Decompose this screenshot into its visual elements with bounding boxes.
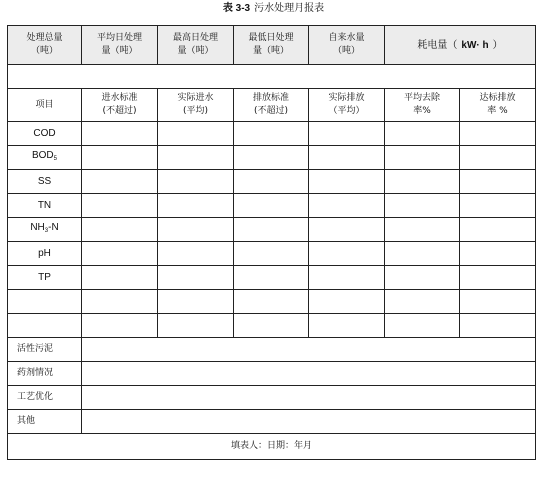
data-cell[interactable] xyxy=(460,170,536,194)
data-cell[interactable] xyxy=(158,146,234,170)
table-row-nh3n xyxy=(8,218,536,242)
data-cell[interactable] xyxy=(234,290,309,314)
table-title: 污水处理月报表 xyxy=(254,3,325,14)
table-caption xyxy=(0,3,547,15)
table-row-activated-sludge xyxy=(8,338,536,362)
data-cell[interactable] xyxy=(158,266,234,290)
table-row-ph xyxy=(8,242,536,266)
data-cell[interactable] xyxy=(82,266,158,290)
data-cell[interactable] xyxy=(82,146,158,170)
table-row-process-optimization xyxy=(8,386,536,410)
data-cell[interactable] xyxy=(309,122,385,146)
data-cell[interactable] xyxy=(234,242,309,266)
data-cell[interactable] xyxy=(234,218,309,242)
summary-entry-cell[interactable] xyxy=(8,65,536,89)
data-cell[interactable] xyxy=(82,170,158,194)
header-item: 项目 xyxy=(8,89,82,122)
data-cell[interactable] xyxy=(234,314,309,338)
data-cell[interactable] xyxy=(158,218,234,242)
data-cell[interactable] xyxy=(82,314,158,338)
row-label-blank[interactable] xyxy=(8,290,82,314)
table-row-tn xyxy=(8,194,536,218)
data-cell[interactable] xyxy=(234,122,309,146)
data-cell[interactable] xyxy=(385,314,460,338)
header-bottom-row xyxy=(8,89,536,122)
data-cell[interactable] xyxy=(309,194,385,218)
data-cell[interactable] xyxy=(385,218,460,242)
data-cell[interactable] xyxy=(234,146,309,170)
data-cell[interactable] xyxy=(309,266,385,290)
summary-entry-row xyxy=(8,65,536,89)
data-cell[interactable] xyxy=(309,314,385,338)
data-cell[interactable] xyxy=(460,146,536,170)
row-label-process-optimization: 工艺优化 xyxy=(8,386,82,410)
data-cell[interactable] xyxy=(234,194,309,218)
data-cell[interactable] xyxy=(460,242,536,266)
data-cell[interactable] xyxy=(460,314,536,338)
process-optimization-entry[interactable] xyxy=(82,386,536,410)
data-cell[interactable] xyxy=(460,266,536,290)
data-cell[interactable] xyxy=(460,218,536,242)
data-cell[interactable] xyxy=(385,170,460,194)
table-row-cod xyxy=(8,122,536,146)
table-row-ss xyxy=(8,170,536,194)
table-number: 表 3-3 xyxy=(222,3,251,14)
header-tap-water: 自来水量 （吨） xyxy=(309,26,385,65)
data-cell[interactable] xyxy=(158,122,234,146)
data-cell[interactable] xyxy=(234,266,309,290)
header-actual-inflow: 实际进水 (平均) xyxy=(158,89,234,122)
data-cell[interactable] xyxy=(82,218,158,242)
footer-row xyxy=(8,434,536,460)
row-label-nh3n: $NH_3-N$ xyxy=(8,218,82,242)
data-cell[interactable] xyxy=(158,170,234,194)
data-cell[interactable] xyxy=(82,242,158,266)
header-avg-daily: 平均日处理 量（吨） xyxy=(82,26,158,65)
data-cell[interactable] xyxy=(385,146,460,170)
row-label-activated-sludge: 活性污泥 xyxy=(8,338,82,362)
table-row-chemicals xyxy=(8,362,536,386)
row-label-cod: COD xyxy=(8,122,82,146)
table-row-bod5 xyxy=(8,146,536,170)
activated-sludge-entry[interactable] xyxy=(82,338,536,362)
data-cell[interactable] xyxy=(309,290,385,314)
header-min-daily: 最低日处理 量（吨） xyxy=(234,26,309,65)
data-cell[interactable] xyxy=(309,170,385,194)
row-label-tp: TP xyxy=(8,266,82,290)
data-cell[interactable] xyxy=(385,266,460,290)
data-cell[interactable] xyxy=(460,194,536,218)
row-label-ph: pH xyxy=(8,242,82,266)
data-cell[interactable] xyxy=(309,218,385,242)
header-actual-discharge: 实际排放 （平均） xyxy=(309,89,385,122)
table-row-other xyxy=(8,410,536,434)
header-compliance-rate: 达标排放 率 % xyxy=(460,89,536,122)
footer-signature-line: 填表人：日期：年月 xyxy=(8,434,536,460)
header-power-consumption: 耗电量（ kW· h ） xyxy=(385,26,536,65)
data-cell[interactable] xyxy=(460,122,536,146)
data-cell[interactable] xyxy=(385,122,460,146)
data-cell[interactable] xyxy=(82,122,158,146)
row-label-other: 其他 xyxy=(8,410,82,434)
header-inflow-standard: 进水标准 (不超过) xyxy=(82,89,158,122)
other-entry[interactable] xyxy=(82,410,536,434)
wastewater-monthly-report-table xyxy=(7,25,536,460)
row-label-tn: TN xyxy=(8,194,82,218)
header-discharge-standard: 排放标准 (不超过) xyxy=(234,89,309,122)
data-cell[interactable] xyxy=(82,194,158,218)
data-cell[interactable] xyxy=(460,290,536,314)
header-total-volume: 处理总量 （吨） xyxy=(8,26,82,65)
data-cell[interactable] xyxy=(385,242,460,266)
header-top-row xyxy=(8,26,536,65)
data-cell[interactable] xyxy=(309,242,385,266)
data-cell[interactable] xyxy=(385,194,460,218)
table-row-tp xyxy=(8,266,536,290)
row-label-bod5: $BOD_5$ xyxy=(8,146,82,170)
chemicals-entry[interactable] xyxy=(82,362,536,386)
table-row-blank xyxy=(8,290,536,314)
data-cell[interactable] xyxy=(309,146,385,170)
data-cell[interactable] xyxy=(158,194,234,218)
data-cell[interactable] xyxy=(385,290,460,314)
data-cell[interactable] xyxy=(158,290,234,314)
data-cell[interactable] xyxy=(82,290,158,314)
row-label-blank[interactable] xyxy=(8,314,82,338)
table-row-blank xyxy=(8,314,536,338)
header-max-daily: 最高日处理 量（吨） xyxy=(158,26,234,65)
data-cell[interactable] xyxy=(158,242,234,266)
row-label-ss: SS xyxy=(8,170,82,194)
data-cell[interactable] xyxy=(158,314,234,338)
row-label-chemicals: 药剂情况 xyxy=(8,362,82,386)
header-removal-rate: 平均去除 率% xyxy=(385,89,460,122)
data-cell[interactable] xyxy=(234,170,309,194)
